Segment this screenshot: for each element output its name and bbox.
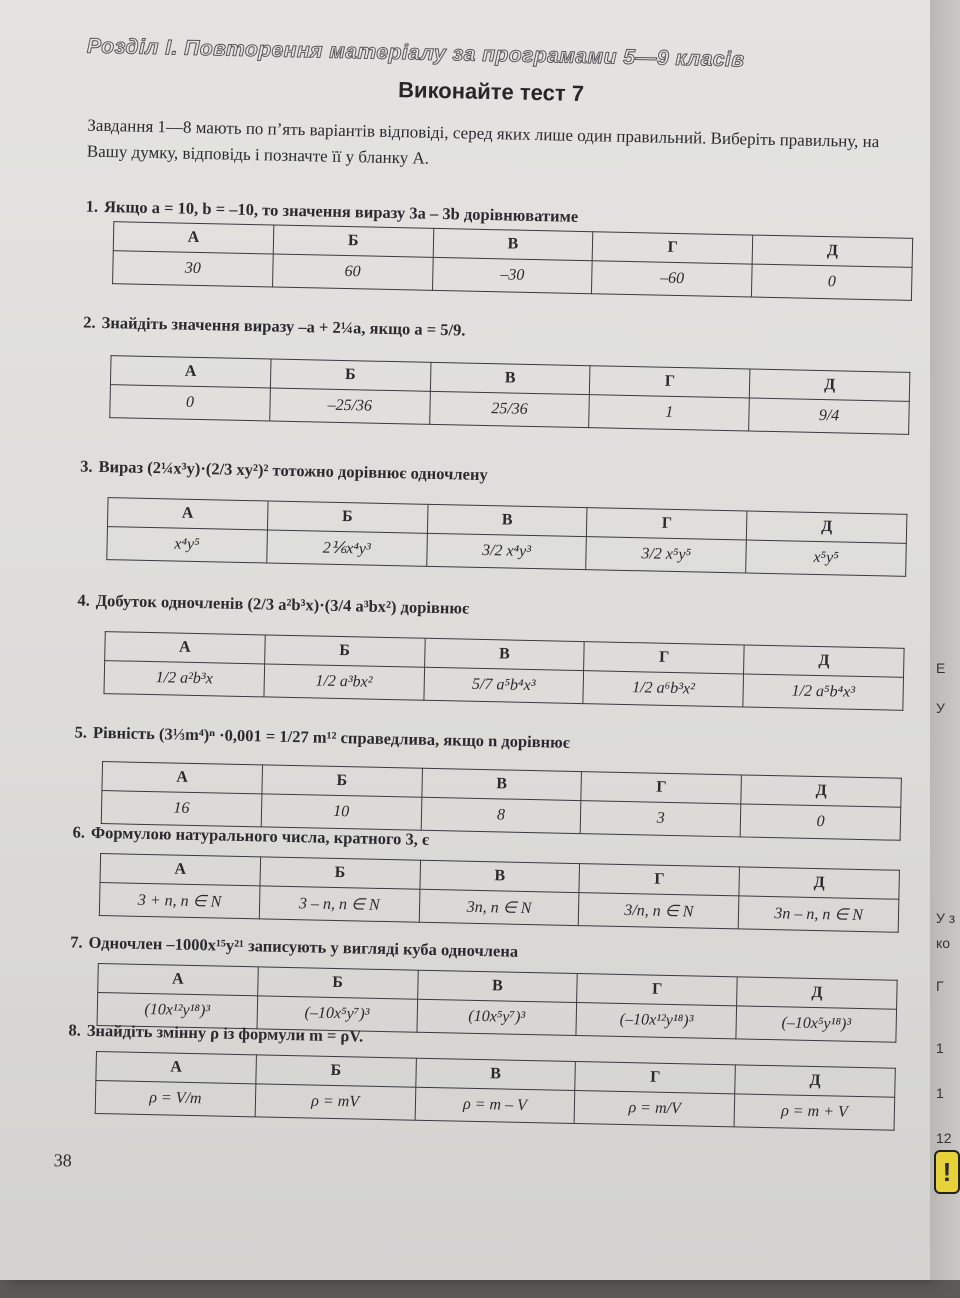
answer-letter: Г: [577, 974, 737, 1006]
answer-option[interactable]: 3/2 x⁴y³: [426, 533, 586, 569]
answer-letter: Г: [584, 642, 744, 674]
answer-letter: Б: [257, 967, 417, 999]
question-text: [70, 932, 518, 961]
answer-option[interactable]: x⁵y⁵: [746, 540, 906, 576]
answer-option[interactable]: 9/4: [749, 398, 909, 434]
answer-option[interactable]: (10x⁵y⁷)³: [417, 999, 577, 1035]
question-number: 2.: [83, 312, 96, 332]
answer-option[interactable]: 3/2 x⁵y⁵: [586, 537, 746, 573]
question-number: 6.: [72, 822, 86, 842]
answer-letter: Б: [267, 501, 427, 533]
answer-option[interactable]: 0: [110, 385, 270, 421]
edge-number: 1: [936, 1040, 944, 1056]
answer-option[interactable]: ρ = m/V: [574, 1091, 734, 1127]
answer-table: [112, 221, 913, 301]
answer-letter: Д: [739, 867, 899, 899]
answer-option[interactable]: 1: [589, 395, 749, 431]
chapter-header: Розділ І. Повторення матеріалу за програмами 5—9 класів: [86, 34, 745, 72]
answer-letter: А: [102, 762, 262, 794]
question-number: 4.: [77, 590, 91, 610]
answer-letter: Б: [270, 359, 430, 391]
answer-letter: А: [110, 356, 270, 388]
question-statement: Вираз (2¼x³y)·(2/3 xy²)² тотожно дорівнює одночлену: [98, 456, 488, 485]
question-statement: Формулою натурального числа, кратного 3, є: [90, 822, 430, 849]
question-text: [77, 590, 469, 618]
answer-option[interactable]: 30: [113, 251, 273, 287]
edge-text: Г: [936, 978, 944, 994]
question-number: 5.: [74, 722, 88, 742]
answer-option[interactable]: 0: [740, 804, 900, 840]
answer-letter: Б: [256, 1055, 416, 1087]
question-statement: Знайдіть значення виразу –a + 2¼a, якщо a = 5/9.: [101, 312, 466, 340]
answer-letter: А: [96, 1051, 256, 1083]
answer-option[interactable]: ρ = m + V: [734, 1094, 894, 1130]
answer-letter: В: [417, 970, 577, 1002]
question-statement: Рівність (3⅓m⁴)ⁿ ·0,001 = 1/27 m¹² справедлива, якщо n дорівнює: [92, 722, 571, 752]
answer-letter: Б: [264, 635, 424, 667]
question-number: 1.: [85, 196, 99, 216]
question-statement: Якщо a = 10, b = –10, то значення виразу 3a – 3b дорівнюватиме: [103, 196, 579, 226]
question-statement: Одночлен –1000x¹⁵y²¹ записують у вигляді куба одночлена: [88, 932, 519, 961]
answer-letter: Д: [752, 235, 912, 267]
answer-option[interactable]: ρ = m – V: [415, 1087, 575, 1123]
question-text: [74, 722, 570, 752]
answer-letter: В: [415, 1058, 575, 1090]
answer-option[interactable]: ρ = mV: [255, 1084, 415, 1120]
answer-option[interactable]: 3/n, n ∈ N: [579, 893, 739, 929]
answer-option[interactable]: –25/36: [270, 388, 430, 424]
answer-letter: В: [420, 860, 580, 892]
answer-letter: Г: [593, 232, 753, 264]
answer-option[interactable]: 1/2 a²b³x: [104, 661, 264, 697]
warning-icon: !: [934, 1150, 960, 1194]
answer-table: [109, 355, 910, 435]
answer-option[interactable]: 8: [421, 797, 581, 833]
answer-letter: Г: [581, 772, 741, 804]
answer-option[interactable]: 5/7 a⁵b⁴x³: [424, 667, 584, 703]
answer-option[interactable]: 2⅙x⁴y³: [267, 530, 427, 566]
page-content: [33, 0, 920, 1298]
answer-letter: Б: [273, 225, 433, 257]
question-text: [83, 313, 466, 341]
answer-letter: В: [427, 504, 587, 536]
answer-option[interactable]: 60: [272, 254, 432, 290]
question-text: [80, 457, 488, 486]
answer-letter: Б: [260, 857, 420, 889]
question-number: 3.: [80, 456, 93, 476]
answer-table: [106, 497, 907, 577]
next-page-edge: [930, 0, 960, 1280]
edge-number: 1: [936, 1085, 944, 1101]
answer-option[interactable]: 0: [752, 264, 912, 300]
answer-option[interactable]: 16: [101, 791, 261, 827]
answer-letter: В: [433, 228, 593, 260]
question-statement: Добуток одночленів (2/3 a²b³x)·(3/4 a³bx²) дорівнює: [95, 590, 470, 618]
answer-letter: Г: [590, 366, 750, 398]
answer-option[interactable]: 1/2 a³bx²: [264, 664, 424, 700]
edge-letter: Е: [936, 660, 946, 676]
answer-table: [95, 1051, 896, 1131]
answer-option[interactable]: 1/2 a⁵b⁴x³: [743, 674, 903, 710]
instructions: Завдання 1—8 мають по п’ять варіантів відповіді, серед яких лише один правильний. Виберіть правильну, на Вашу думку, відповідь і позначте її у бланку А.: [86, 115, 880, 168]
answer-letter: Д: [747, 511, 907, 543]
answer-letter: Д: [744, 645, 904, 677]
answer-option[interactable]: 10: [261, 794, 421, 830]
answer-table: [99, 853, 900, 933]
answer-option[interactable]: 3 + n, n ∈ N: [99, 883, 259, 919]
answer-letter: Г: [575, 1062, 735, 1094]
answer-option[interactable]: 1/2 a⁶b³x²: [583, 671, 743, 707]
answer-option[interactable]: –60: [592, 261, 752, 297]
answer-letter: В: [421, 768, 581, 800]
edge-number: 12: [936, 1130, 952, 1146]
answer-option[interactable]: 3n – n, n ∈ N: [738, 896, 898, 932]
question-number: 8.: [68, 1020, 82, 1040]
answer-option[interactable]: 25/36: [429, 391, 589, 427]
answer-letter: Д: [741, 775, 901, 807]
answer-option[interactable]: ρ = V/m: [95, 1080, 255, 1116]
edge-text: ко: [936, 935, 951, 951]
answer-option[interactable]: (–10x⁵y¹⁸)³: [736, 1006, 896, 1042]
test-title: Виконайте тест 7: [397, 77, 585, 106]
answer-option[interactable]: –30: [432, 257, 592, 293]
answer-option[interactable]: (–10x⁵y⁷)³: [257, 996, 417, 1032]
edge-letter: У: [936, 700, 945, 716]
question-number: 7.: [70, 932, 83, 952]
answer-option[interactable]: 3 – n, n ∈ N: [259, 886, 419, 922]
answer-letter: А: [105, 632, 265, 664]
answer-letter: Б: [262, 765, 422, 797]
answer-option[interactable]: 3: [581, 801, 741, 837]
answer-letter: А: [107, 498, 267, 530]
page-number: 38: [53, 1150, 72, 1171]
answer-option[interactable]: (–10x¹²y¹⁸)³: [576, 1003, 736, 1039]
answer-letter: Д: [735, 1065, 895, 1097]
answer-letter: Г: [587, 508, 747, 540]
edge-text: У з: [936, 910, 956, 926]
answer-letter: Д: [737, 977, 897, 1009]
question-statement: Знайдіть змінну ρ із формули m = ρV.: [86, 1020, 364, 1046]
answer-letter: А: [113, 222, 273, 254]
answer-table: [103, 631, 904, 711]
answer-option[interactable]: (10x¹²y¹⁸)³: [97, 993, 257, 1029]
answer-letter: Д: [750, 369, 910, 401]
answer-option[interactable]: 3n, n ∈ N: [419, 889, 579, 925]
answer-letter: А: [98, 964, 258, 996]
answer-letter: В: [430, 362, 590, 394]
answer-option[interactable]: x⁴y⁵: [107, 527, 267, 563]
answer-letter: А: [100, 854, 260, 886]
answer-letter: В: [424, 638, 584, 670]
answer-letter: Г: [579, 864, 739, 896]
